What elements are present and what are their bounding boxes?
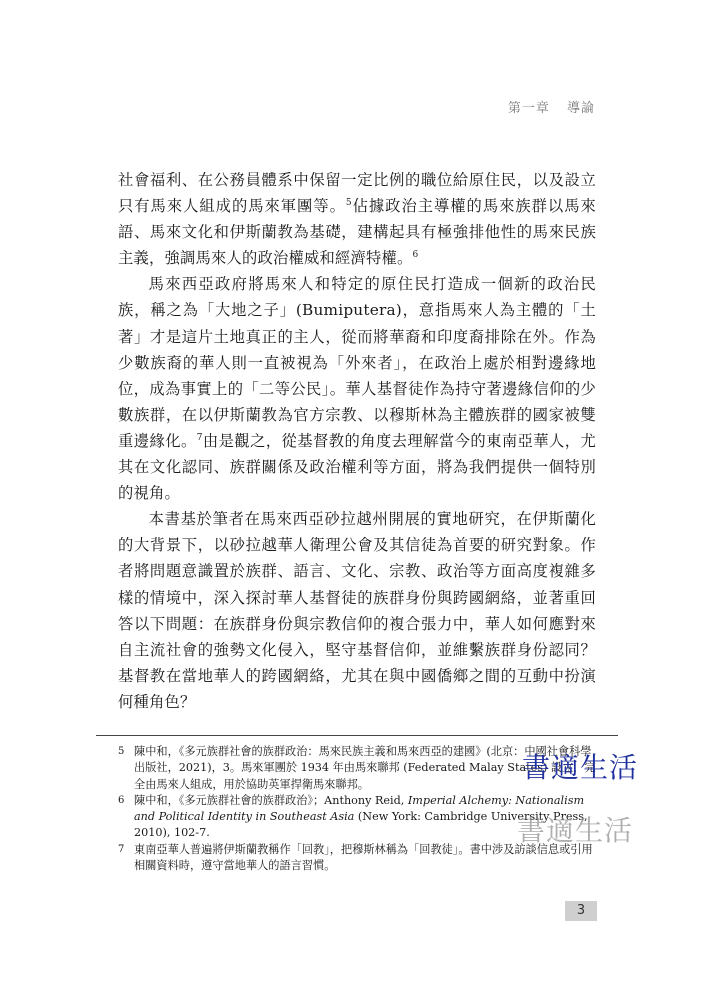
footnote-ref-7[interactable]: 7 — [196, 432, 203, 443]
footnote-text: 陳中和，《多元族群社會的族群政治：馬來民族主義和馬來西亞的建國》(北京：中國社會科學出版社，2021)，3。馬來軍團於 1934 年由馬來聯邦 (Federated Malay States) 設立，完全由馬來人組成，用於協助英軍捍衛馬來聯邦。 — [134, 745, 596, 791]
footnote-text: 東南亞華人普遍將伊斯蘭教稱作「回教」，把穆斯林稱為「回教徒」。書中涉及訪談信息或引用相關資料時，遵守當地華人的語言習慣。 — [134, 842, 593, 873]
paragraph-1 — [118, 167, 596, 271]
chapter-title: 導論 — [566, 101, 595, 116]
watermark-secondary: 書適生活 — [517, 814, 634, 847]
paragraph-2-text-b: 由是觀之，從基督教的角度去理解當今的東南亞華人，尤其在文化認同、族群關係及政治權利等方面，將為我們提供一個特別的視角。 — [118, 431, 596, 503]
footnote-text-publication: (New York: Cambridge University Press, 2010), 102-7. — [134, 810, 588, 840]
footnote-number: 5 — [118, 746, 125, 757]
paragraph-2-text-a: 馬來西亞政府將馬來人和特定的原住民打造成一個新的政治民族，稱之為「大地之子」(Bumiputera)，意指馬來人為主體的「土著」才是這片土地真正的主人，從而將華裔和印度裔排除在外。作為少數族裔的華人則一直被視為「外來者」，在政治上處於相對邊緣地位，成為事實上的「二等公民」。華人基督徒作為持守著邊緣信仰的少數族群，在以伊斯蘭教為官方宗教、以穆斯林為主體族群的國家被雙重邊緣化。 — [118, 275, 596, 450]
footnote-number: 6 — [118, 794, 125, 806]
footnote-text: 陳中和，《多元族群社會的族群政治》；Anthony Reid, — [134, 793, 408, 807]
footnote-ref-5[interactable]: 5 — [345, 198, 352, 208]
paragraph-1-text-a: 社會福利、在公務員體系中保留一定比例的職位給原住民，以及設立只有馬來人組成的馬來軍團等。 — [118, 171, 596, 216]
book-title-italic: Imperial Alchemy: Nationalism and Political Identity in Southeast Asia — [134, 793, 585, 824]
chapter-label: 第一章 — [507, 101, 550, 116]
paragraph-2 — [118, 271, 596, 506]
footnote-ref-6[interactable]: 6 — [412, 250, 419, 261]
body-text — [118, 167, 596, 715]
paragraph-1-text-b: 佔據政治主導權的馬來族群以馬來語、馬來文化和伊斯蘭教為基礎，建構起具有極強排他性的馬來民族主義，強調馬來人的政治權威和經濟特權。 — [118, 197, 596, 268]
footnote-divider — [96, 735, 618, 736]
footnote-number: 7 — [118, 843, 125, 855]
watermark-primary: 書適生活 — [522, 751, 639, 784]
page-number: 3 — [565, 901, 597, 921]
paragraph-3: 本書基於筆者在馬來西亞砂拉越州開展的實地研究，在伊斯蘭化的大背景下，以砂拉越華人衛理公會及其信徒為首要的研究對象。作者將問題意識置於族群、語言、文化、宗教、政治等方面高度複雜多樣的情境中，深入探討華人基督徒的族群身份與跨國網絡，並著重回答以下問題：在族群身份與宗教信仰的複合張力中，華人如何應對來自主流社會的強勢文化侵入，堅守基督信仰，並維繫族群身份認同？基督教在當地華人的跨國網絡，尤其在與中國僑鄉之間的互動中扮演何種角色？ — [118, 510, 596, 711]
running-header — [508, 97, 595, 116]
